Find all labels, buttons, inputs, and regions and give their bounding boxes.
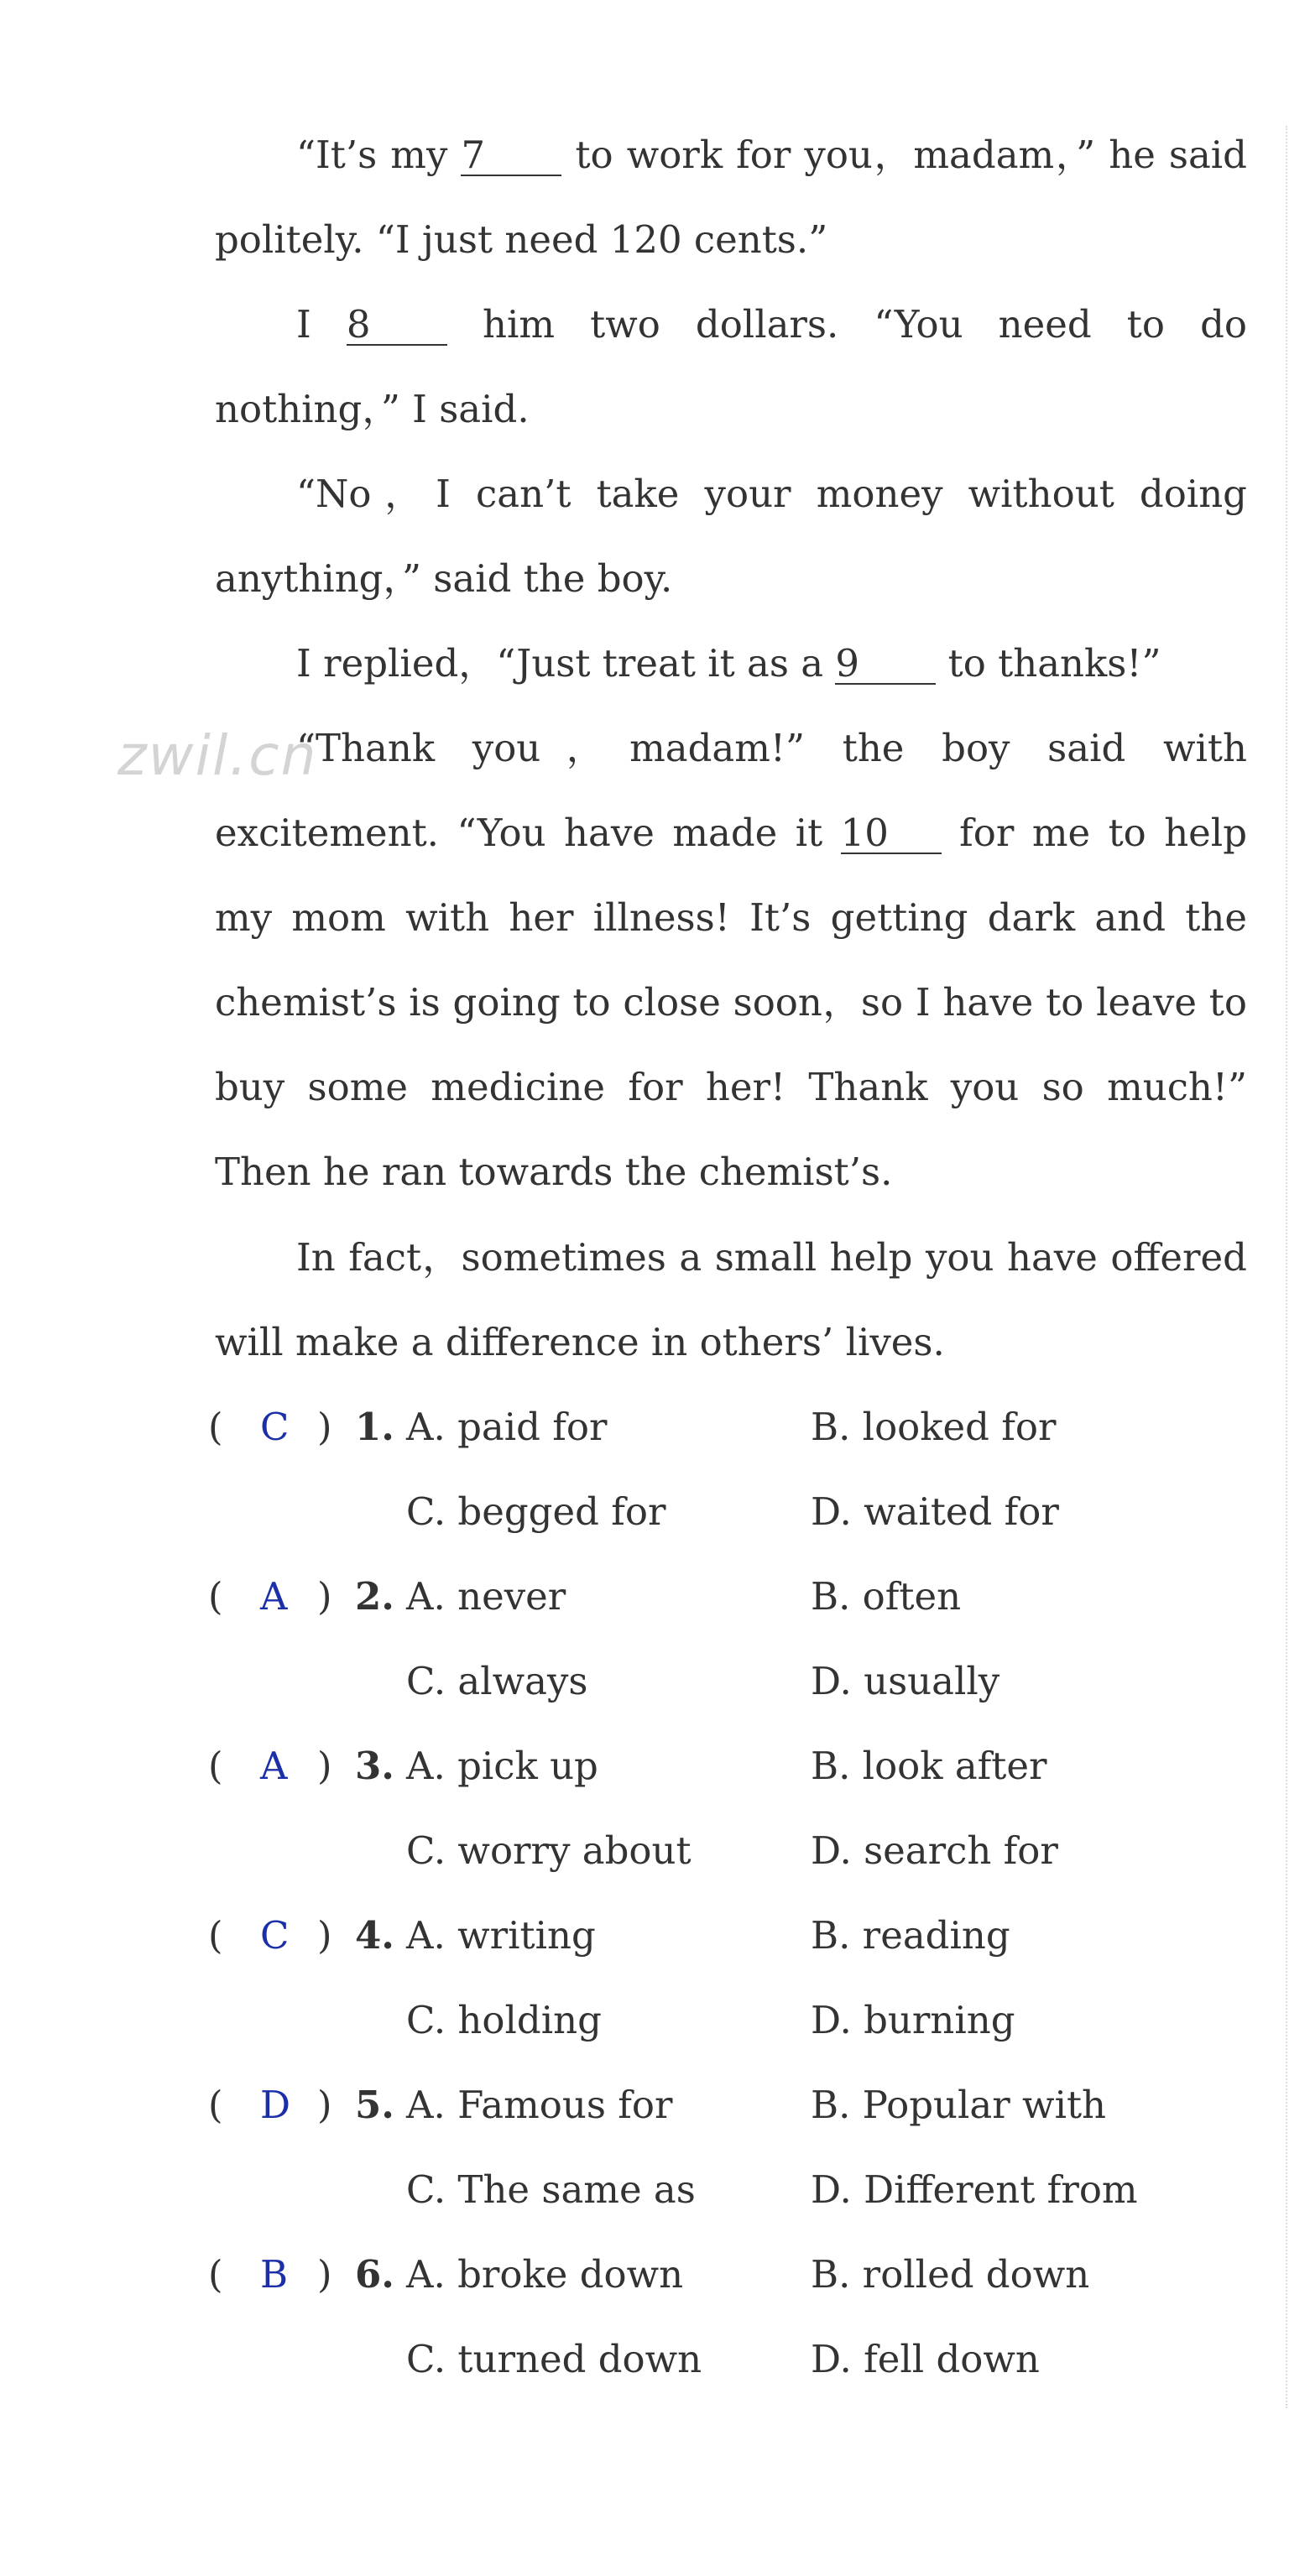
option-c: C. holding	[406, 1998, 602, 2042]
paragraph-text: for me to help my mom with her illness! It’s getting dark and the chemist’s is going to close soon，so I have to leave to buy some medicine for her! Thank you so much!” Then he ran towards the chemist’s.	[215, 811, 1248, 1194]
option-a: A. never	[406, 1574, 566, 1619]
blank-9: 9	[835, 644, 936, 685]
passage-paragraph-6: In fact，sometimes a small help you have offered will make a difference in others’ lives.	[215, 1235, 1247, 1364]
option-a: A. Famous for	[406, 2083, 673, 2127]
option-b: B. often	[811, 1574, 962, 1619]
paren-open: (	[208, 2252, 223, 2297]
blank-8: 8	[347, 305, 447, 346]
paragraph-text: to thanks!”	[936, 641, 1161, 686]
question-1-row-1	[208, 1384, 1249, 1469]
answer-1: C	[260, 1405, 290, 1449]
option-b: B. Popular with	[811, 2083, 1107, 2127]
paragraph-text: “It’s my	[296, 133, 462, 177]
question-4-row-1	[208, 1893, 1249, 1978]
answer-4: C	[260, 1913, 290, 1958]
question-2-row-2	[208, 1639, 1249, 1723]
option-d: D. waited for	[811, 1489, 1059, 1534]
question-3-row-1	[208, 1723, 1249, 1808]
paren-close: )	[317, 1913, 332, 1958]
option-c: C. turned down	[406, 2337, 702, 2381]
question-number-1: 1.	[355, 1405, 394, 1449]
option-d: D. Different from	[811, 2167, 1138, 2212]
paragraph-text: “Thank you，madam!” the boy said with excitement. “You have made it	[215, 726, 1247, 855]
question-6-row-1	[208, 2232, 1249, 2317]
question-2-row-1	[208, 1554, 1249, 1639]
option-c: C. worry about	[406, 1828, 692, 1873]
question-number-6: 6.	[355, 2252, 394, 2297]
paren-close: )	[317, 2083, 332, 2127]
option-c: C. begged for	[406, 1489, 666, 1534]
passage-paragraph-3: “No，I can’t take your money without doing anything，” said the boy.	[215, 472, 1247, 601]
passage-paragraph-1	[215, 112, 1247, 282]
question-number-2: 2.	[355, 1574, 394, 1619]
question-6-row-2	[208, 2317, 1249, 2401]
option-b: B. look after	[811, 1744, 1047, 1788]
option-b: B. reading	[811, 1913, 1010, 1958]
question-number-5: 5.	[355, 2083, 394, 2127]
question-5-row-1	[208, 2062, 1249, 2147]
paragraph-text: to work for you，madam，” he said politely. “I just need 120 cents.”	[215, 133, 1247, 262]
option-d: D. burning	[811, 1998, 1015, 2042]
blank-7: 7	[461, 136, 561, 176]
option-d: D. fell down	[811, 2337, 1040, 2381]
paragraph-text: him two dollars. “You need to do nothing，” I said.	[215, 302, 1247, 431]
question-3-row-2	[208, 1808, 1249, 1893]
blank-10: 10	[841, 814, 942, 854]
option-a: A. writing	[406, 1913, 596, 1958]
option-a: A. broke down	[406, 2252, 684, 2297]
passage-paragraph-4	[215, 621, 1247, 706]
answer-3: A	[260, 1744, 288, 1788]
option-d: D. usually	[811, 1659, 1000, 1703]
paren-close: )	[317, 2252, 332, 2297]
paren-open: (	[208, 1405, 223, 1449]
option-b: B. rolled down	[811, 2252, 1090, 2297]
paren-open: (	[208, 1574, 223, 1619]
paragraph-text: I replied，“Just treat it as a	[296, 641, 836, 686]
option-d: D. search for	[811, 1828, 1058, 1873]
passage-paragraph-2	[215, 282, 1247, 451]
paren-open: (	[208, 1913, 223, 1958]
page-margin-divider	[1286, 126, 1287, 2408]
option-b: B. looked for	[811, 1405, 1057, 1449]
question-4-row-2	[208, 1978, 1249, 2062]
answer-6: B	[260, 2252, 289, 2297]
question-1-row-2	[208, 1469, 1249, 1554]
option-a: A. paid for	[406, 1405, 608, 1449]
passage-paragraph-5	[215, 706, 1247, 1214]
question-number-3: 3.	[355, 1744, 394, 1788]
watermark-logo: zwil.cn	[117, 723, 318, 788]
paren-close: )	[317, 1744, 332, 1788]
question-number-4: 4.	[355, 1913, 394, 1958]
option-c: C. always	[406, 1659, 588, 1703]
paren-open: (	[208, 1744, 223, 1788]
paragraph-text: I	[296, 302, 347, 347]
paren-open: (	[208, 2083, 223, 2127]
option-c: C. The same as	[406, 2167, 696, 2212]
answer-5: D	[260, 2083, 291, 2127]
question-5-row-2	[208, 2147, 1249, 2232]
answer-2: A	[260, 1574, 288, 1619]
option-a: A. pick up	[406, 1744, 598, 1788]
paren-close: )	[317, 1574, 332, 1619]
paren-close: )	[317, 1405, 332, 1449]
